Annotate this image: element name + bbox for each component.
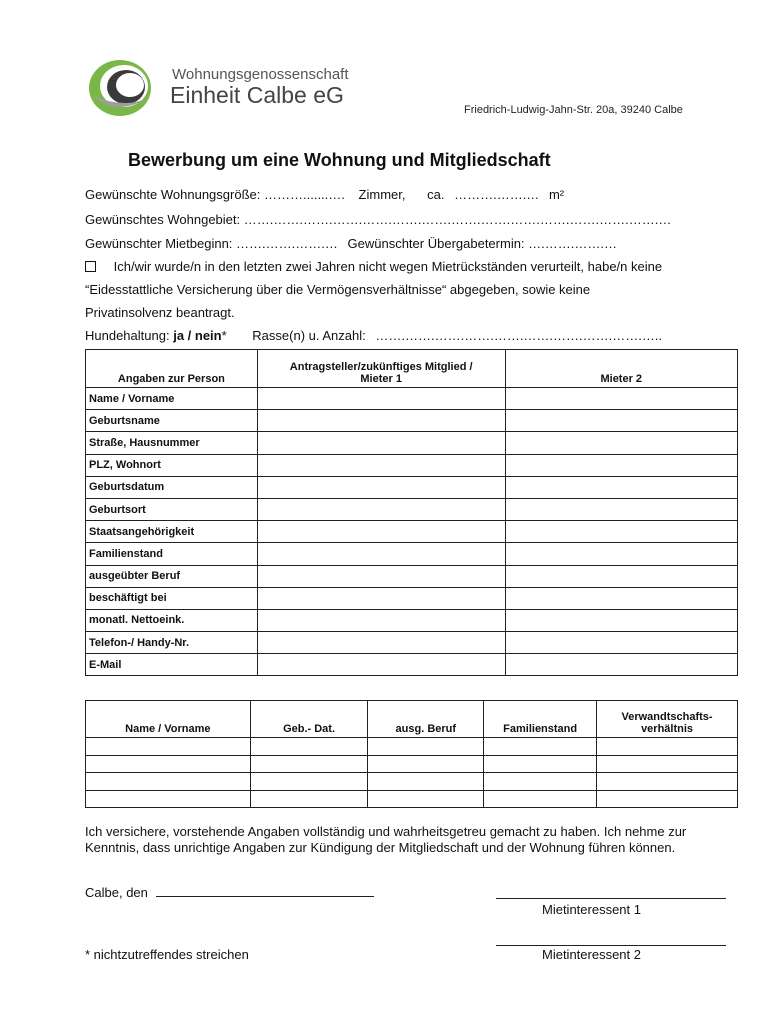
table-row [86,454,738,476]
row-label: Staatsangehörigkeit [86,521,258,543]
header-tenant2: Mieter 2 [505,350,737,388]
input-cell[interactable] [484,738,597,756]
input-cell-tenant1[interactable] [257,521,505,543]
declaration-text-2: “Eidesstattliche Versicherung über die Vermögensverhältnisse“ abgegeben, sowie keine [85,282,591,297]
footnote: * nichtzutreffendes streichen [85,947,249,962]
input-cell-tenant1[interactable] [257,654,505,676]
input-cell[interactable] [368,773,484,791]
page-title: Bewerbung um eine Wohnung und Mitgliedschaft [128,150,551,170]
header-person: Angaben zur Person [86,350,258,388]
row-label: ausgeübter Beruf [86,565,258,587]
input-cell-tenant1[interactable] [257,454,505,476]
input-cell-tenant2[interactable] [505,388,737,410]
handover-label: Gewünschter Übergabetermin: [347,236,525,251]
row-label: Telefon-/ Handy-Nr. [86,632,258,654]
table-row [86,388,738,410]
header-tenant1 [257,350,505,388]
table-row [86,410,738,432]
size-label: Gewünschte Wohnungsgröße: [85,187,261,202]
table-row [86,543,738,565]
input-cell-tenant1[interactable] [257,432,505,454]
input-cell[interactable] [250,773,368,791]
row-label: Geburtsname [86,410,258,432]
breed-label: Rasse(n) u. Anzahl: [252,328,366,343]
header-status: Familienstand [484,701,597,738]
dog-label: Hundehaltung: [85,328,170,343]
address: Friedrich-Ludwig-Jahn-Str. 20a, 39240 Calbe [464,104,683,116]
table-row [86,609,738,631]
input-cell[interactable] [597,773,738,791]
input-cell-tenant2[interactable] [505,432,737,454]
input-cell-tenant1[interactable] [257,609,505,631]
household-table [85,700,738,808]
declaration-line [85,259,662,274]
header-job: ausg. Beruf [368,701,484,738]
input-cell-tenant2[interactable] [505,521,737,543]
logo-line2: Einheit Calbe eG [170,82,344,108]
start-line [85,236,617,251]
input-cell-tenant2[interactable] [505,654,737,676]
area-size-field[interactable]: ……….…….… [454,187,540,202]
header-relation-line2: verhältnis [641,723,694,735]
header-relation [597,701,738,738]
input-cell[interactable] [86,773,251,791]
input-cell[interactable] [250,755,368,773]
signature-label-1: Mietinteressent 1 [542,902,641,917]
table-row [86,738,738,756]
row-label: monatl. Nettoeink. [86,609,258,631]
input-cell-tenant1[interactable] [257,476,505,498]
date-field[interactable] [156,896,374,897]
input-cell[interactable] [250,790,368,808]
input-cell[interactable] [597,738,738,756]
input-cell-tenant2[interactable] [505,587,737,609]
area-line [85,212,671,227]
start-label: Gewünschter Mietbeginn: [85,236,233,251]
input-cell-tenant1[interactable] [257,587,505,609]
size-line [85,187,564,202]
input-cell[interactable] [484,790,597,808]
row-label: Straße, Hausnummer [86,432,258,454]
input-cell[interactable] [368,790,484,808]
table-row [86,565,738,587]
dog-line [85,328,662,343]
row-label: PLZ, Wohnort [86,454,258,476]
header-relation-line1: Verwandtschafts- [621,711,713,723]
dog-star: * [221,328,227,343]
table-row [86,654,738,676]
signature-line-1[interactable] [496,886,726,899]
input-cell-tenant2[interactable] [505,632,737,654]
closing-text: Ich versichere, vorstehende Angaben vollständig und wahrheitsgetreu gemacht zu haben. Ich nehme zur Kenntnis, dass unrichtige Angaben zur Kündigung der Mitgliedschaft und der Wohnung führen können. [85,824,687,855]
rooms-label: Zimmer, [358,187,406,202]
input-cell-tenant1[interactable] [257,410,505,432]
input-cell-tenant2[interactable] [505,476,737,498]
input-cell-tenant2[interactable] [505,565,737,587]
start-field[interactable]: …….…….…….… [236,236,338,251]
input-cell-tenant1[interactable] [257,388,505,410]
unit-label: m² [548,187,565,202]
input-cell[interactable] [597,755,738,773]
header-tenant1-line2: Mieter 1 [360,373,402,385]
area-field[interactable]: …….…….…….…….…….…….…….…….…….…….…….…….…….…….… [243,212,672,227]
input-cell[interactable] [368,755,484,773]
logo-swoosh-icon [86,56,172,120]
size-field[interactable]: ……….......…. [264,187,345,202]
signature-label-2: Mietinteressent 2 [542,947,641,962]
person-table [85,349,738,676]
ca-label: ca. [427,187,445,202]
table-row [86,498,738,520]
input-cell[interactable] [484,773,597,791]
handover-field[interactable]: ….…….…….… [528,236,618,251]
signature-line-2[interactable] [496,933,726,946]
input-cell-tenant2[interactable] [505,609,737,631]
input-cell[interactable] [86,738,251,756]
header-dob: Geb.- Dat. [250,701,368,738]
header-tenant1-line1: Antragsteller/zukünftiges Mitglied / [289,361,473,373]
declaration-checkbox[interactable] [85,261,96,272]
input-cell-tenant1[interactable] [257,632,505,654]
input-cell-tenant1[interactable] [257,543,505,565]
input-cell-tenant2[interactable] [505,543,737,565]
input-cell-tenant1[interactable] [257,498,505,520]
logo-line1: Wohnungsgenossenschaft [172,66,349,83]
row-label: beschäftigt bei [86,587,258,609]
place-line [85,885,374,900]
input-cell[interactable] [86,790,251,808]
table-row [86,587,738,609]
table-row [86,476,738,498]
input-cell[interactable] [597,790,738,808]
row-label: Name / Vorname [86,388,258,410]
input-cell-tenant1[interactable] [257,565,505,587]
table-row [86,521,738,543]
input-cell[interactable] [368,738,484,756]
input-cell[interactable] [250,738,368,756]
table-row [86,773,738,791]
place-label: Calbe, den [85,885,148,900]
input-cell-tenant2[interactable] [505,454,737,476]
row-label: Geburtsort [86,498,258,520]
table-row [86,755,738,773]
row-label: E-Mail [86,654,258,676]
header-name: Name / Vorname [86,701,251,738]
input-cell[interactable] [484,755,597,773]
row-label: Familienstand [86,543,258,565]
dog-options[interactable]: ja / nein [173,328,222,343]
table-row [86,790,738,808]
breed-field[interactable]: …….…….…….…….…….…….…….…….…….….. [375,328,663,343]
area-label: Gewünschtes Wohngebiet: [85,212,241,227]
input-cell[interactable] [86,755,251,773]
table-row [86,432,738,454]
row-label: Geburtsdatum [86,476,258,498]
input-cell-tenant2[interactable] [505,498,737,520]
declaration-text-3: Privatinsolvenz beantragt. [85,305,235,320]
input-cell-tenant2[interactable] [505,410,737,432]
table-row [86,632,738,654]
declaration-text-1: Ich/wir wurde/n in den letzten zwei Jahren nicht wegen Mietrückständen verurteilt, habe/n keine [113,259,663,274]
